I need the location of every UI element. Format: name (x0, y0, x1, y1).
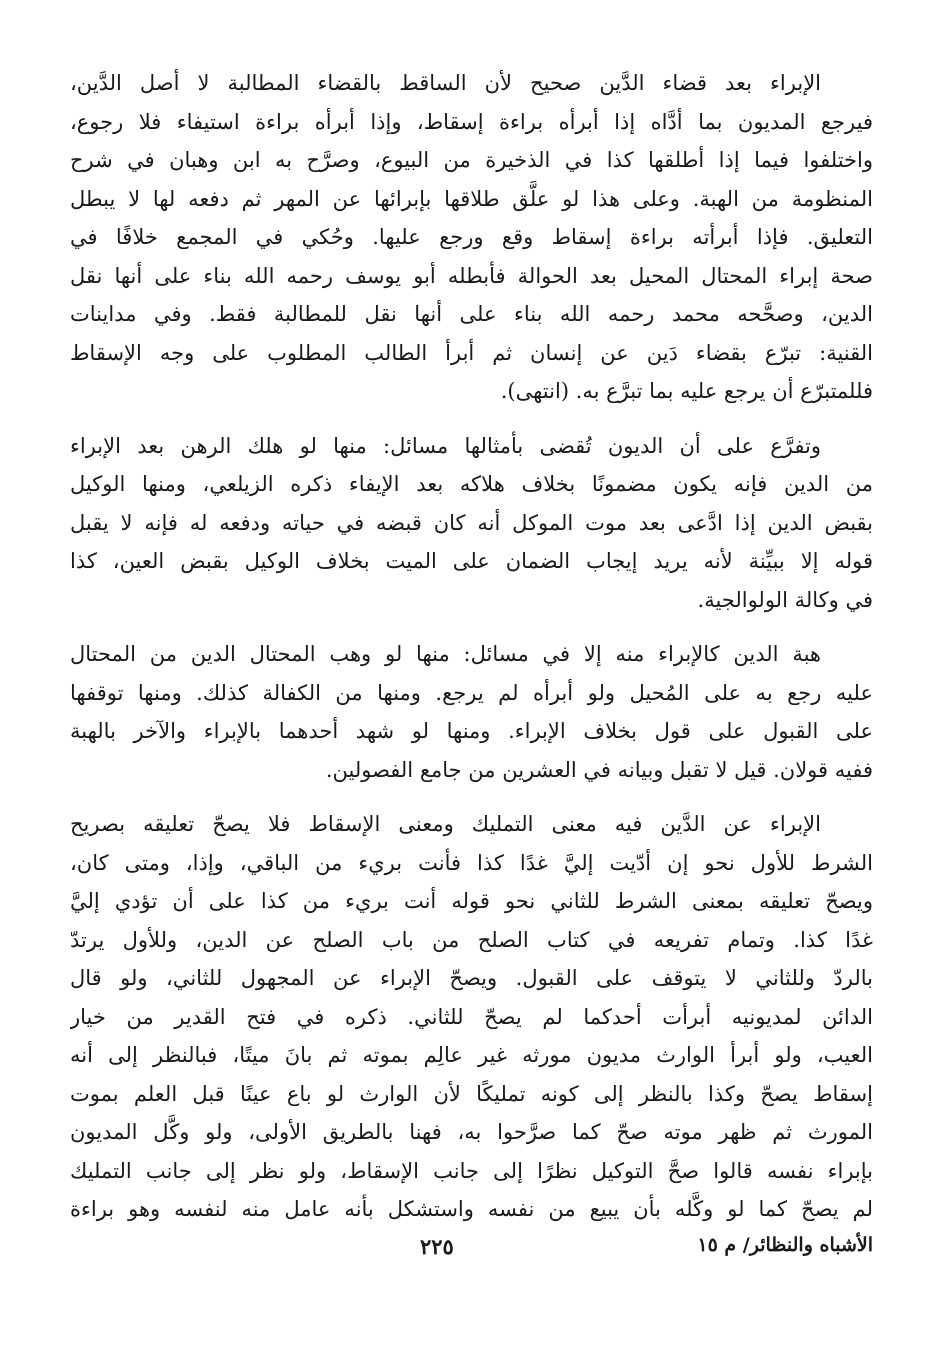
text-line: بالردّ وللثاني لا يتوقف على القبول. ويصحّ الإبراء عن المجهول للثاني، ولو قال (70, 966, 873, 990)
text-line: بإبراء نفسه قالوا صحَّ التوكيل نظرًا إلى جانب الإسقاط، ولو نظر إلى جانب التمليك (70, 1158, 873, 1183)
paragraph-gap (70, 789, 873, 805)
text-line: فللمتبرّع أن يرجع عليه بما تبرَّع به. (انتهى). (500, 379, 873, 403)
paragraph-2 (70, 427, 873, 620)
text-line: التعليق. فإذا أبرأته براءة إسقاط وقع ورجع عليها. وحُكي في المجمع خلافًا في (70, 225, 873, 249)
text-line: قوله إلا ببيِّنة لأنه يريد إيجاب الضمان على الميت بخلاف الوكيل بقبض العين، كذا (70, 549, 873, 573)
main-text (70, 64, 873, 1229)
text-line: بقبض الدين إذا ادَّعى بعد موت الموكل أنه كان قبضه في حياته ودفعه له فإنه لا يقبل (70, 510, 873, 535)
text-line: هبة الدين كالإبراء منه إلا في مسائل: منها لو وهب المحتال الدين من المحتال (70, 642, 821, 666)
text-line: العيب، ولو أبرأ الوارث مديون مورثه غير عالِم بموته ثم بانَ ميتًا، فبالنظر إلى أنه (70, 1043, 873, 1067)
page-number: ٢٢٥ (420, 1234, 454, 1259)
paragraph-gap (70, 411, 873, 427)
text-line: في وكالة الولوالجية. (697, 587, 873, 612)
text-line: على القبول على قول بخلاف الإبراء. ومنها لو شهد أحدهما بالإبراء والآخر بالهبة (70, 719, 873, 743)
text-line: المورث ثم ظهر موته صحّ كما صرَّحوا به، فهنا بالطريق الأولى، ولو وكَّل المديون (70, 1120, 873, 1144)
text-line: لم يصحّ كما لو وكَّله بأن يبيع من نفسه واستشكل بأنه عامل منه لنفسه وهو براءة (70, 1197, 873, 1221)
paragraph-3 (70, 635, 873, 789)
text-line: من الدين فإنه يكون مضمونًا بخلاف هلاكه بعد الإيفاء ذكره الزيلعي، ومنها الوكيل (70, 472, 873, 496)
text-line: ففيه قولان. قيل لا تقبل وبيانه في العشرين من جامع الفصولين. (325, 757, 873, 782)
page-footer (70, 1234, 873, 1274)
text-line: عليه رجع به على المُحيل ولو أبرأه لم يرجع. ومنها من الكفالة كذلك. ومنها توقفها (70, 680, 873, 705)
text-line: وتفرَّع على أن الديون تُقضى بأمثالها مسائل: منها لو هلك الرهن بعد الإبراء (70, 433, 821, 458)
text-line: ويصحّ تعليقه بمعنى الشرط للثاني نحو قوله أنت بريء من كذا على أن تؤدي إليَّ (70, 889, 873, 913)
text-line: الدين، وصحَّحه محمد رحمه الله بناء على أنها نقل للمطالبة فقط. وفي مداينات (70, 302, 873, 326)
paragraph-4 (70, 805, 873, 1229)
paragraph-gap (70, 619, 873, 635)
book-title: الأشباه والنظائر/ م ١٥ (697, 1234, 873, 1256)
paragraph-1 (70, 64, 873, 411)
text-line: فيرجع المديون بما أدَّاه إذا أبرأه براءة إسقاط، وإذا أبرأه براءة استيفاء فلا رجوع، (70, 109, 873, 134)
text-line: المنظومة من الهبة. وعلى هذا لو علَّق طلاقها بإبرائها عن المهر ثم دفعه لها لا يبطل (70, 186, 873, 211)
text-line: إسقاط يصحّ وكذا بالنظر إلى كونه تمليكًا لأن الوارث لو باع عينًا قبل العلم بموت (70, 1081, 873, 1106)
text-line: الشرط للأول نحو إن أدّيت إليَّ غدًا كذا فأنت بريء من الباقي، وإذا، ومتى كان، (70, 850, 873, 875)
text-line: الدائن لمديونيه أبرأت أحدكما لم يصحّ للثاني. ذكره في فتح القدير من خيار (70, 1004, 873, 1029)
text-line: القنية: تبرّع بقضاء دَين عن إنسان ثم أبرأ الطالب المطلوب على وجه الإسقاط (70, 340, 873, 365)
text-line: واختلفوا فيما إذا أطلقها كذا في الذخيرة من البيوع، وصرَّح به ابن وهبان في شرح (70, 148, 873, 172)
text-line: الإبراء بعد قضاء الدَّين صحيح لأن الساقط بالقضاء المطالبة لا أصل الدَّين، (70, 71, 821, 95)
text-line: الإبراء عن الدَّين فيه معنى التمليك ومعنى الإسقاط فلا يصحّ تعليقه بصريح (70, 812, 821, 836)
text-line: صحة إبراء المحتال المحيل بعد الحوالة فأبطله أبو يوسف رحمه الله بناء على أنها نقل (70, 263, 873, 288)
text-line: غدًا كذا. وتمام تفريعه في كتاب الصلح من باب الصلح عن الدين، وللأول يرتدّ (70, 927, 873, 952)
